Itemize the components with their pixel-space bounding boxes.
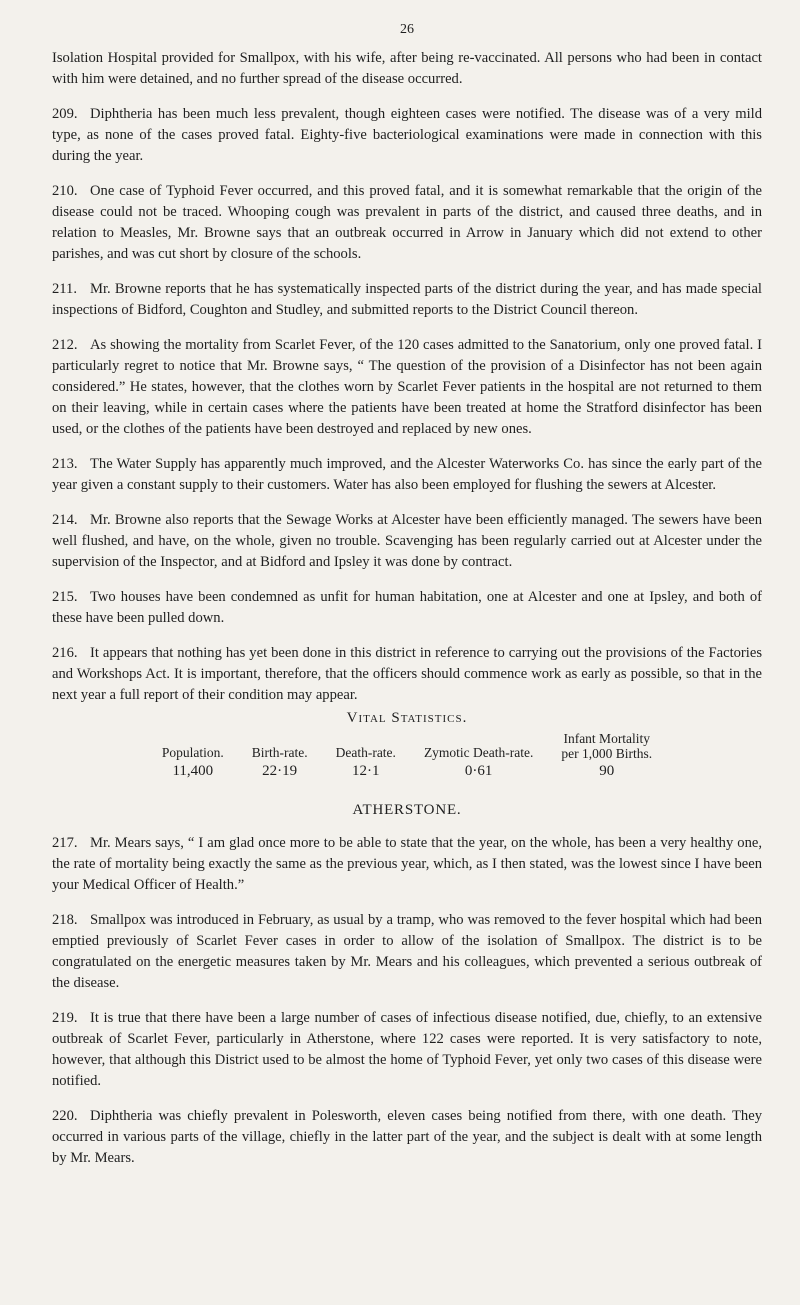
paragraph-number: 212. [52, 337, 78, 353]
paragraph-text: The Water Supply has apparently much improved, and the Alcester Waterworks Co. has since the early part of the year given a constant supply to their customers. Water has also been employed for flushing the sewers at Alcester. [52, 456, 762, 493]
paragraph-text: Mr. Mears says, “ I am glad once more to be able to state that the year, on the whole, has been a very healthy one, the rate of mortality being exactly the same as the previous year, which, as I then stated, was the lowest since I have been your Medical Officer of Health.” [52, 835, 762, 893]
paragraph-text: Diphtheria has been much less prevalent, though eighteen cases were notified. The disease was of a very mild type, as none of the cases proved fatal. Eighty-five bacteriological examinations were made in connection with this during the year. [52, 106, 762, 164]
paragraph-text: One case of Typhoid Fever occurred, and this proved fatal, and it is somewhat remarkable that the origin of the disease could not be traced. Whooping cough was prevalent in parts of the district, and caused three deaths, and in relation to Measles, Mr. Browne says that an outbreak occurred in Arrow in January which did not extend to other parishes, and was cut short by closure of the schools. [52, 183, 762, 262]
paragraph-210 [52, 181, 762, 265]
paragraph-number: 211. [52, 281, 77, 297]
value-birth-rate: 22·19 [262, 763, 298, 779]
paragraph-number: 209. [52, 106, 78, 122]
lead-paragraph: Isolation Hospital provided for Smallpox, with his wife, after being re-vaccinated. All persons who had been in contact with him were detained, and no further spread of the disease occurred. [52, 50, 762, 87]
paragraph-211 [52, 279, 762, 321]
paragraph-number: 218. [52, 912, 78, 928]
header-infant-mortality [547, 731, 666, 761]
header-population: Population. [161, 745, 224, 760]
value-zymotic-death-rate: 0·61 [464, 763, 493, 779]
paragraph-text: Smallpox was introduced in February, as usual by a tramp, who was removed to the fever hospital which had been emptied previously of Scarlet Fever cases in order to allow of the isolation of Smallpox. The district is to be congratulated on the energetic measures taken by Mr. Mears and his colleagues, which prevented a serious outbreak of the disease. [52, 912, 762, 991]
paragraph-219 [52, 1008, 762, 1092]
page-number: 26 [400, 22, 414, 37]
paragraph-number: 214. [52, 512, 78, 528]
paragraph-text: Two houses have been condemned as unfit for human habitation, one at Alcester and one at Ipsley, and both of these have been pulled down. [52, 589, 762, 626]
value-death-rate: 12·1 [352, 763, 380, 779]
paragraph-212 [52, 335, 762, 440]
paragraph-number: 213. [52, 456, 78, 472]
paragraph-215 [52, 587, 762, 629]
paragraph-text: Mr. Browne also reports that the Sewage Works at Alcester have been efficiently managed. The sewers have been well flushed, and have, on the whole, given no trouble. Scavenging has been regularly carried out at Alcester under the supervision of the Inspector, and at Bidford and Ipsley it was done by contract. [52, 512, 762, 570]
value-population: 11,400 [172, 763, 214, 779]
paragraph-number: 220. [52, 1108, 78, 1124]
header-zymotic-death-rate: Zymotic Death-rate. [423, 745, 534, 760]
header-infant-mortality-line1: Infant Mortality [563, 731, 651, 746]
section-heading: ATHERSTONE. [352, 802, 462, 818]
vital-statistics-title: Vital Statistics. [346, 710, 468, 726]
paragraph-number: 217. [52, 835, 78, 851]
header-birth-rate: Birth-rate. [251, 745, 308, 760]
paragraph-text: It is true that there have been a large number of cases of infectious disease notified, due, chiefly, to an extensive outbreak of Scarlet Fever, particularly in Atherstone, where 122 cases were reported. It is very satisfactory to note, however, that although this District used to be almost the home of Typhoid Fever, yet only two cases of this disease were notified. [52, 1010, 762, 1089]
paragraph-text: As showing the mortality from Scarlet Fever, of the 120 cases admitted to the Sanatorium, only one proved fatal. I particularly regret to notice that Mr. Browne says, “ The question of the provision of a Disinfector has not been again considered.” He states, however, that the clothes worn by Scarlet Fever patients in the hospital are not returned to them on their leaving, while in certain cases where the patients have been treated at home the Stratford disinfector has been used, or the clothes of the patients have been destroyed and replaced by new ones. [52, 337, 762, 437]
value-infant-mortality: 90 [599, 763, 615, 779]
paragraph-209 [52, 104, 762, 167]
table-row [148, 761, 666, 780]
paragraph-218 [52, 910, 762, 994]
paragraph-number: 216. [52, 645, 78, 661]
table-header-row [148, 731, 666, 761]
paragraph-text: It appears that nothing has yet been done in this district in reference to carrying out the provisions of the Factories and Workshops Act. It is important, therefore, that the officers should commence work as early as possible, so that in the next year a full report of their condition may appear. [52, 645, 762, 703]
paragraph-number: 215. [52, 589, 78, 605]
paragraph-text: Mr. Browne reports that he has systematically inspected parts of the district during the year, and has made special inspections of Bidford, Coughton and Studley, and submitted reports to the District Council thereon. [52, 281, 762, 318]
paragraph-213 [52, 454, 762, 496]
header-infant-mortality-line2: per 1,000 Births. [561, 746, 653, 761]
paragraph-text: Diphtheria was chiefly prevalent in Polesworth, eleven cases being notified from there, with one death. They occurred in various parts of the village, chiefly in the latter part of the year, and the subject is dealt with at some length by Mr. Mears. [52, 1108, 762, 1166]
paragraph-214 [52, 510, 762, 573]
paragraph-220 [52, 1106, 762, 1169]
vital-statistics-table [148, 731, 666, 780]
paragraph-216 [52, 643, 762, 706]
header-death-rate: Death-rate. [335, 745, 396, 760]
paragraph-number: 219. [52, 1010, 78, 1026]
paragraph-number: 210. [52, 183, 78, 199]
paragraph-217 [52, 833, 762, 896]
